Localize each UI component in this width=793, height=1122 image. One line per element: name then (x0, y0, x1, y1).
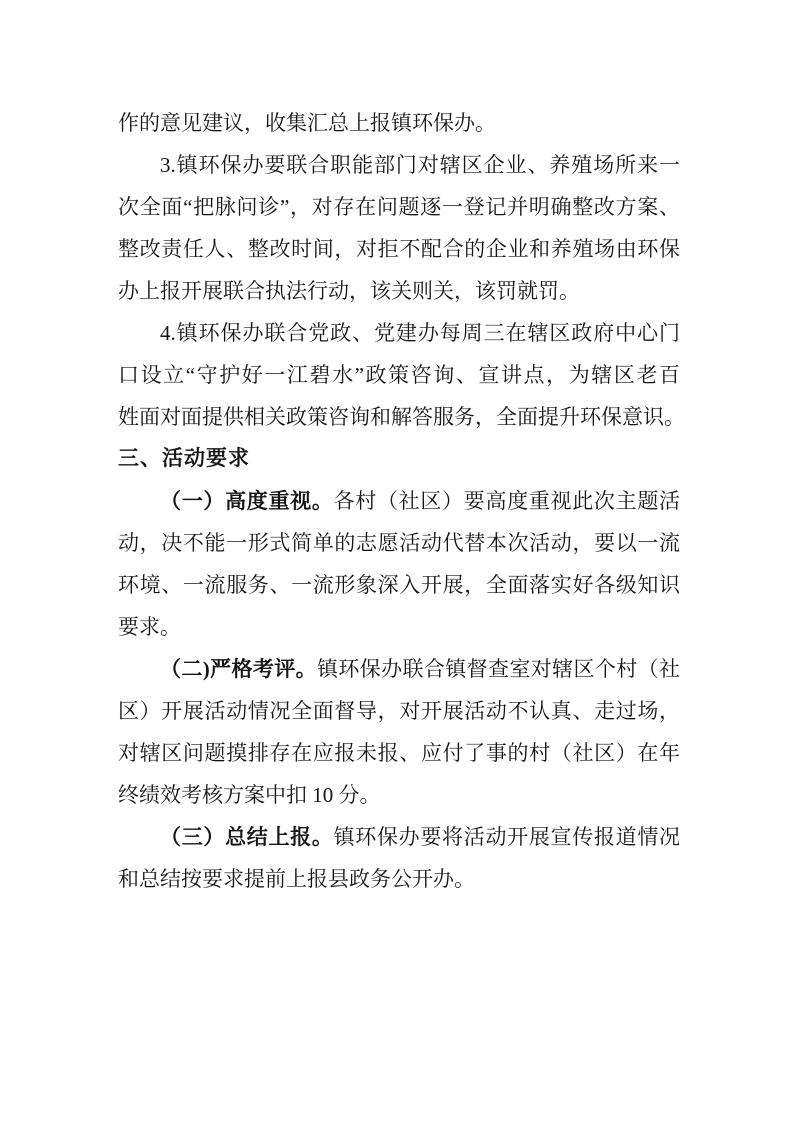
text-line: 要求。 (118, 615, 181, 639)
line-text: 各村（社区）要高度重视此次主题活 (333, 489, 681, 513)
lead-emphasis: （二)严格考评。 (160, 657, 317, 681)
lead-emphasis: （一）高度重视。 (160, 489, 334, 513)
text-line: 次全面“把脉问诊”，对存在问题逐一登记并明确整改方案、 (118, 195, 680, 219)
text-line: 姓面对面提供相关政策咨询和解答服务，全面提升环保意识。 (118, 405, 685, 429)
text-line: 区）开展活动情况全面督导，对开展活动不认真、走过场， (118, 699, 680, 723)
text-line (118, 648, 680, 690)
text-line (118, 480, 680, 522)
line-text: 镇环保办联合镇督查室对辖区个村（社 (317, 657, 680, 681)
text-line: 口设立“守护好一江碧水”政策咨询、宣讲点，为辖区老百 (118, 363, 680, 387)
text-line: 和总结按要求提前上报县政务公开办。 (118, 867, 475, 891)
text-line: 3.镇环保办要联合职能部门对辖区企业、养殖场所来一 (160, 153, 680, 177)
text-line: 作的意见建议，收集汇总上报镇环保办。 (118, 111, 496, 135)
text-line: 整改责任人、整改时间，对拒不配合的企业和养殖场由环保 (118, 237, 680, 261)
text-line: 4.镇环保办联合党政、党建办每周三在辖区政府中心门 (160, 321, 680, 345)
text-line: 动，决不能一形式简单的志愿活动代替本次活动，要以一流 (118, 531, 680, 555)
text-line: 终绩效考核方案中扣 10 分。 (118, 783, 381, 807)
lead-emphasis: （三）总结上报。 (160, 825, 334, 849)
section-heading: 三、活动要求 (118, 447, 250, 470)
text-line: 对辖区问题摸排存在应报未报、应付了事的村（社区）在年 (118, 741, 680, 765)
text-line (118, 816, 680, 858)
text-line: 办上报开展联合执法行动，该关则关，该罚就罚。 (118, 279, 580, 303)
text-line: 环境、一流服务、一流形象深入开展，全面落实好各级知识 (118, 573, 680, 597)
line-text: 镇环保办要将活动开展宣传报道情况 (333, 825, 681, 849)
